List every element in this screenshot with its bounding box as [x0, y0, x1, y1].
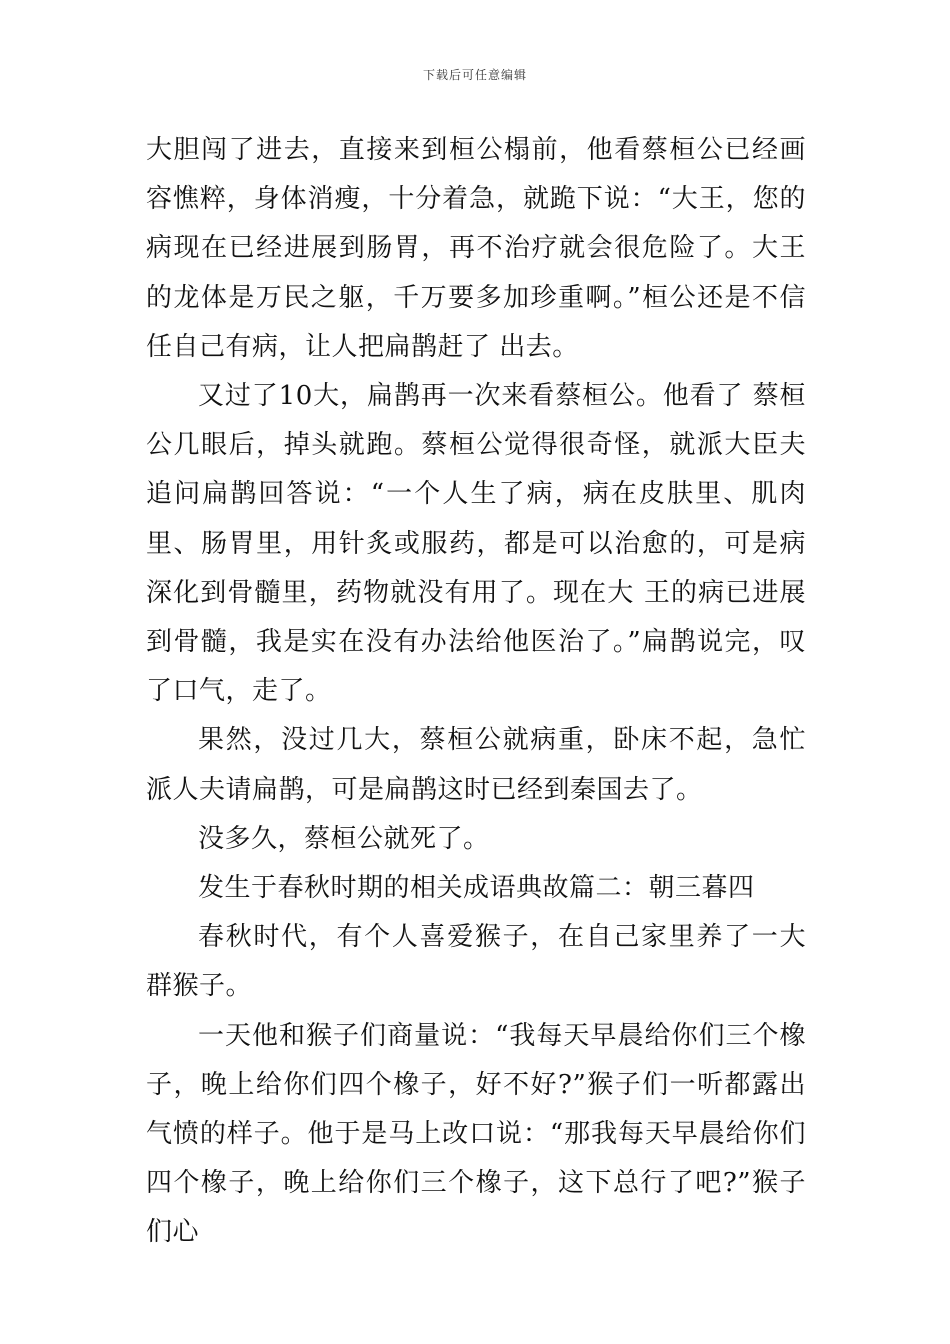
document-body: [146, 126, 806, 1258]
paragraph: 一天他和猴子们商量说：“我每天早晨给你们三个橡子，晚上给你们四个橡子，好不好?”猴子们一听都露出气愤的样子。他于是马上改口说：“那我每天早晨给你们四个橡子，晚上给你们三个橡子，这下总行了吧?”猴子们心: [146, 1020, 806, 1248]
paragraph: 又过了10大，扁鹊再一次来看蔡桓公。他看了 蔡桓公几眼后，掉头就跑。蔡桓公觉得很奇怪，就派大臣夫追问扁鹊回答说：“一个人生了病，病在皮肤里、肌肉里、肠胃里，用针炙或服药，都是可以治愈的，可是病深化到骨髓里，药物就没有用了。现在大 王的病已进展到骨髓，我是实在没有办法给他医治了。”扁鹊说完，叹了口气，走了。: [146, 381, 806, 707]
paragraph: 没多久，蔡桓公就死了。: [198, 823, 490, 854]
paragraph: 大胆闯了进去，直接来到桓公榻前，他看蔡桓公已经画容憔粹，身体消瘦，十分着急，就跪下说：“大王，您的病现在已经进展到肠胃，再不治疗就会很危险了。大王的龙体是万民之躯，千万要多加珍重啊。”桓公还是不信任自己有病，让人把扁鹊赶了 出去。: [146, 135, 806, 362]
paragraph: 果然，没过几大，蔡桓公就病重，卧床不起，急忙派人夫请扁鹊，可是扁鹊这时已经到秦国去了。: [146, 725, 806, 805]
page-header: 下载后可任意编辑: [422, 68, 527, 82]
section-heading: 发生于春秋时期的相关成语典故篇二：朝三暮四: [198, 873, 755, 904]
paragraph: 春秋时代，有个人喜爱猴子，在自己家里养了一大群猴子。: [146, 922, 806, 1002]
